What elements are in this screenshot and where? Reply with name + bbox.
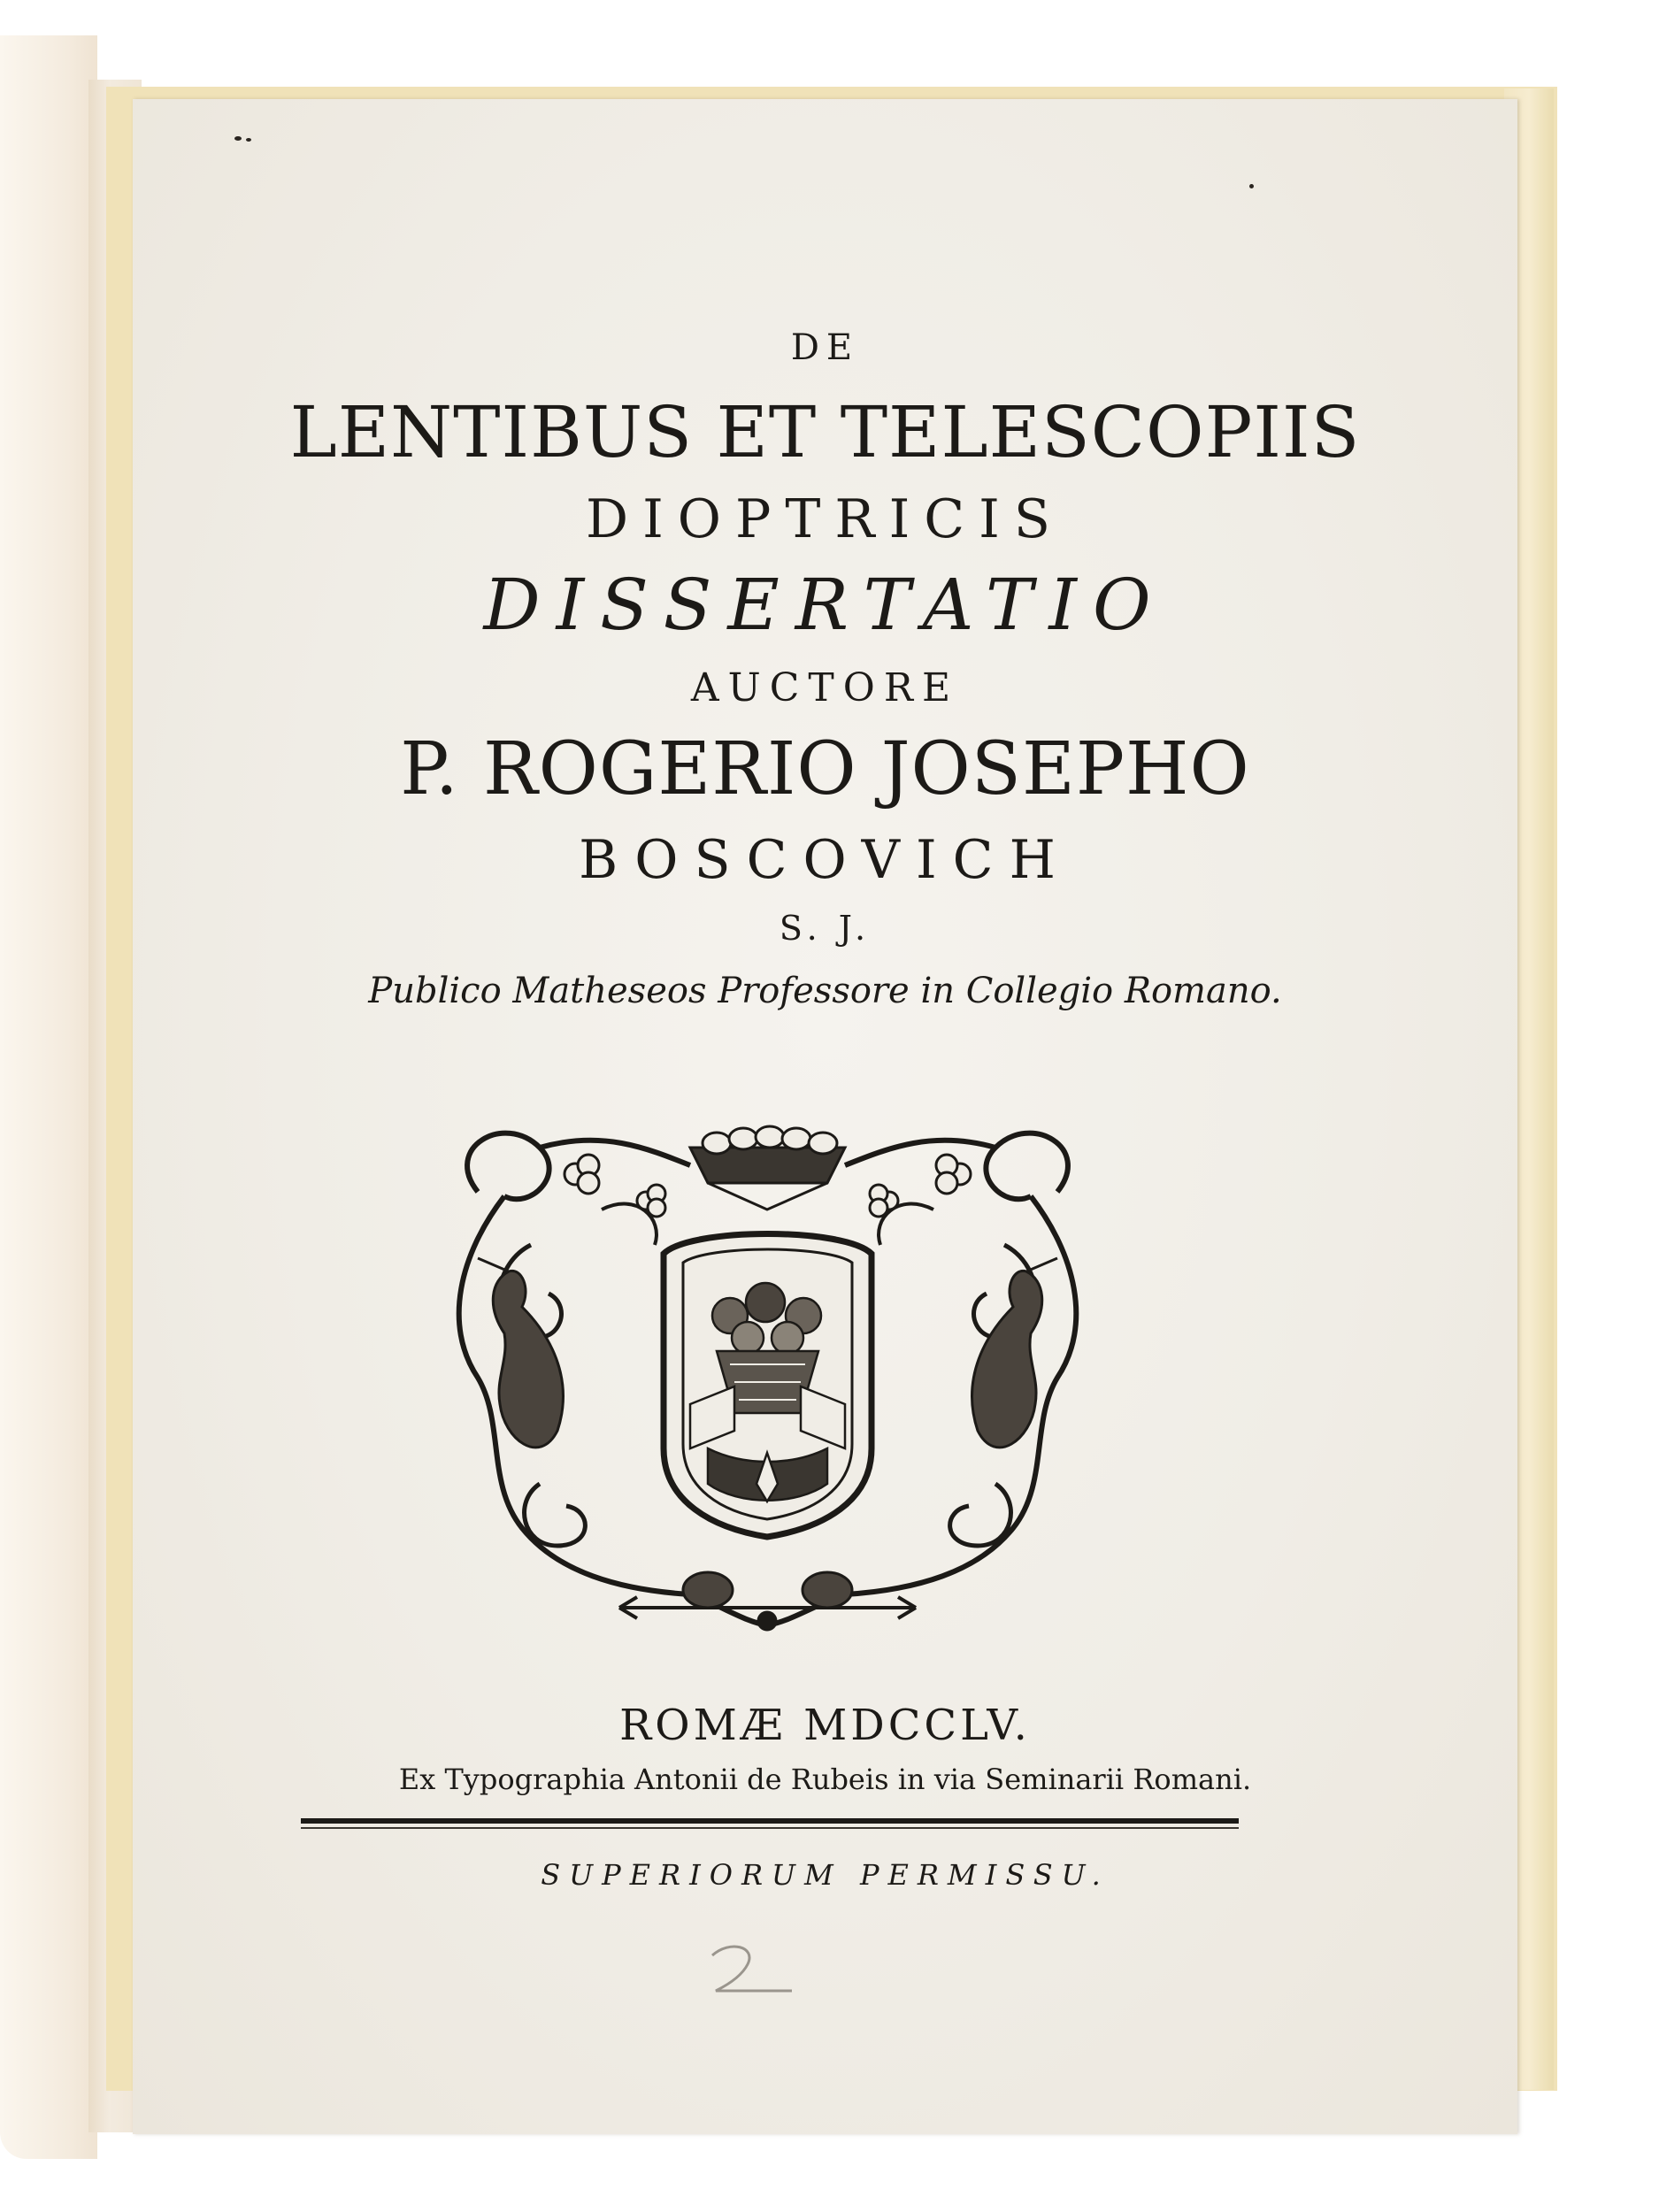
ink-speck	[234, 136, 242, 141]
author-order: S. J.	[779, 909, 872, 948]
author-position: Publico Matheseos Professore in Collegio Romano.	[368, 971, 1282, 1011]
pencil-mark-icon	[703, 1939, 801, 2001]
imprint-printer: Ex Typographia Antonii de Rubeis in via Seminarii Romani.	[398, 1763, 1252, 1796]
author-name: P. ROGERIO JOSEPHO	[400, 727, 1250, 811]
imprint-permission: SUPERIORUM PERMISSU.	[541, 1858, 1110, 1892]
ink-speck	[1249, 184, 1254, 188]
title-page	[133, 99, 1517, 2134]
title-line-dioptricis: DIOPTRICIS	[586, 488, 1064, 550]
imprint-rule-thin	[301, 1827, 1239, 1829]
author-label: AUCTORE	[690, 665, 960, 710]
facing-blank-leaf	[0, 35, 97, 2159]
imprint-rule	[301, 1818, 1239, 1824]
ink-speck	[246, 138, 251, 142]
title-line-main: LENTIBUS ET TELESCOPIIS	[289, 391, 1361, 473]
imprint-place-date: ROMÆ MDCCLV.	[619, 1701, 1031, 1750]
title-page-content	[133, 99, 1517, 2134]
title-line-dissertatio: DISSERTATIO	[483, 564, 1167, 646]
coat-of-arms-woodcut-icon	[425, 1112, 1110, 1634]
title-line-de: DE	[790, 327, 860, 368]
author-surname: BOSCOVICH	[579, 829, 1071, 891]
